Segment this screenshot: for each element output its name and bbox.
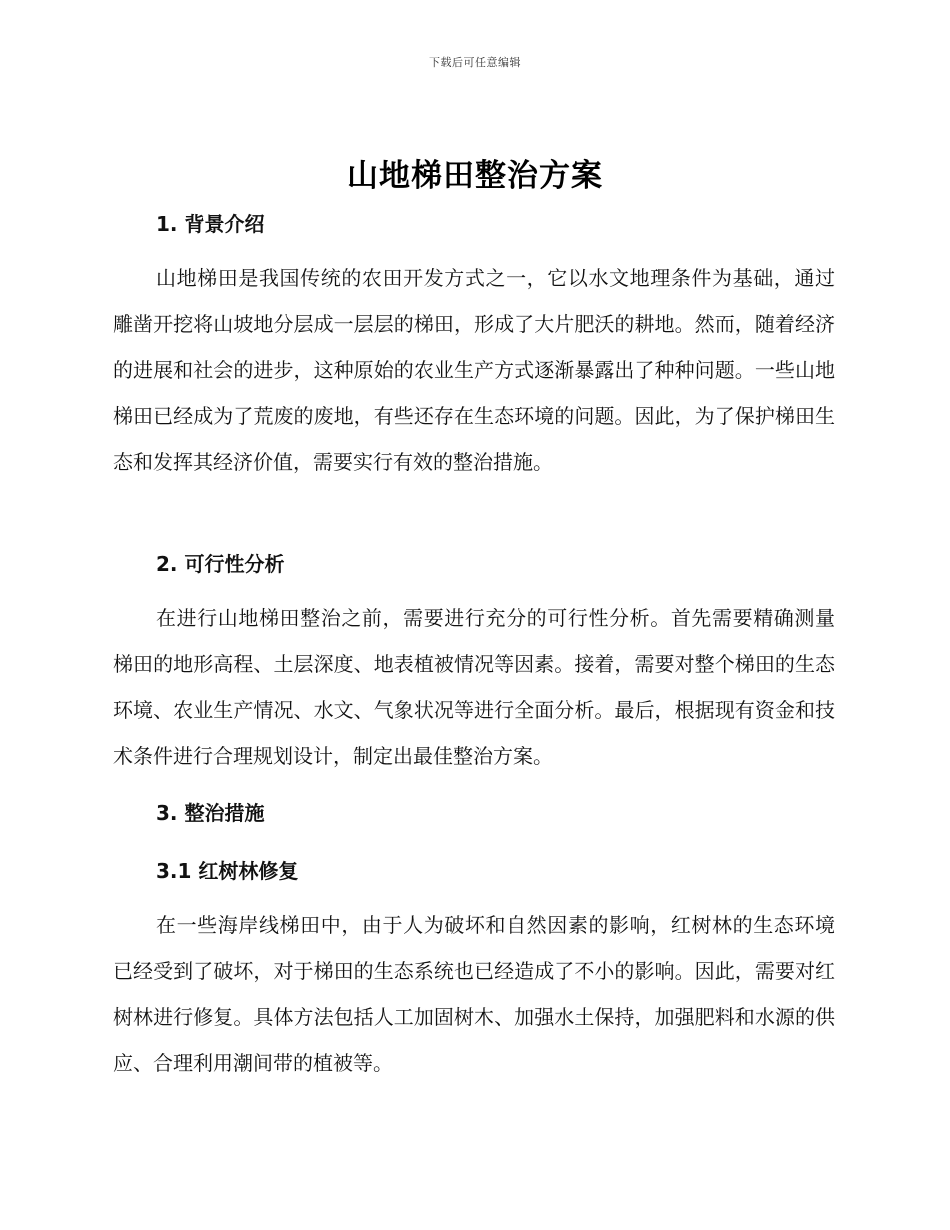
section-heading-mangrove: 3.1 红树林修复 xyxy=(156,859,299,883)
section-body-mangrove: 在一些海岸线梯田中，由于人为破坏和自然因素的影响，红树林的生态环境已经受到了破坏，对于梯田的生态系统也已经造成了不小的影响。因此，需要对红树林进行修复。具体方法包括人工加固树木、加强水土保持，加强肥料和水源的供应、合理利用潮间带的植被等。 xyxy=(113,913,835,1075)
section-heading-measures: 3. 整治措施 xyxy=(156,801,265,825)
section-body-background: 山地梯田是我国传统的农田开发方式之一，它以水文地理条件为基础，通过雕凿开挖将山坡地分层成一层层的梯田，形成了大片肥沃的耕地。然而，随着经济的进展和社会的进步，这种原始的农业生产方式逐渐暴露出了种种问题。一些山地梯田已经成为了荒废的废地，有些还存在生态环境的问题。因此，为了保护梯田生态和发挥其经济价值，需要实行有效的整治措施。 xyxy=(113,266,835,474)
section-heading-background: 1. 背景介绍 xyxy=(156,212,265,236)
document-title: 山地梯田整治方案 xyxy=(347,158,603,194)
section-heading-feasibility: 2. 可行性分析 xyxy=(156,552,285,576)
header-note: 下载后可任意编辑 xyxy=(429,56,521,69)
section-body-feasibility: 在进行山地梯田整治之前，需要进行充分的可行性分析。首先需要精确测量梯田的地形高程、土层深度、地表植被情况等因素。接着，需要对整个梯田的生态环境、农业生产情况、水文、气象状况等进行全面分析。最后，根据现有资金和技术条件进行合理规划设计，制定出最佳整治方案。 xyxy=(113,606,835,768)
